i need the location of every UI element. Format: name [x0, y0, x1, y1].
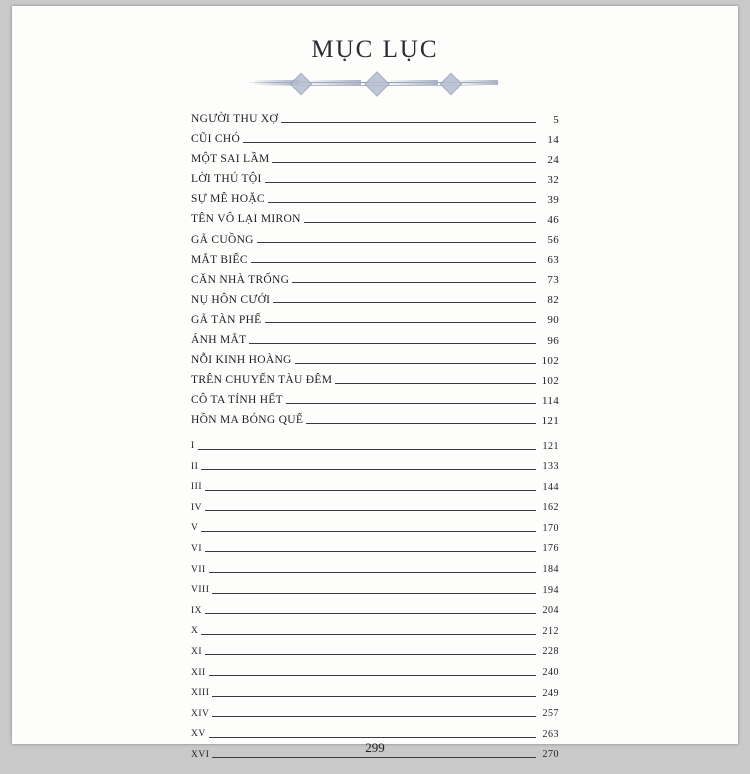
toc-leader-line — [272, 161, 536, 163]
toc-entry-label: SỰ MÊ HOẶC — [191, 193, 265, 206]
toc-entry-page: 270 — [542, 749, 559, 761]
toc-entry-page: 170 — [542, 522, 559, 534]
table-of-contents — [191, 114, 559, 427]
toc-entry-page: 212 — [542, 625, 559, 637]
toc-entry-page: 228 — [542, 646, 559, 658]
toc-entry-page: 39 — [547, 193, 559, 206]
toc-leader-line — [198, 448, 536, 450]
toc-entry[interactable] — [191, 134, 559, 146]
toc-entry-label: MẮT BIẾC — [191, 253, 248, 266]
toc-leader-line — [209, 571, 536, 573]
toc-entry-page: 249 — [542, 687, 559, 699]
toc-leader-line — [212, 695, 536, 697]
toc-entry[interactable] — [191, 689, 559, 699]
toc-leader-line — [335, 382, 536, 384]
toc-entry-label: II — [191, 461, 199, 472]
toc-entry[interactable] — [191, 214, 559, 226]
book-page — [12, 6, 738, 761]
toc-entry[interactable] — [191, 375, 559, 387]
toc-entry-label: VIII — [191, 585, 210, 596]
toc-entry[interactable] — [191, 114, 559, 126]
toc-entry[interactable] — [191, 295, 559, 307]
toc-entry-label: GÃ TÀN PHẾ — [191, 313, 262, 326]
toc-entry-label: CÔ TA TÍNH HẾT — [191, 394, 283, 407]
toc-entry-label: CŨI CHÓ — [191, 133, 241, 146]
toc-entry-page: 82 — [547, 294, 559, 307]
toc-entry[interactable] — [191, 586, 559, 596]
toc-entry-label: GÃ CUỒNG — [191, 233, 254, 246]
toc-leader-line — [265, 321, 536, 323]
toc-entry[interactable] — [191, 235, 559, 247]
toc-leader-line — [249, 342, 536, 344]
toc-entry-page: 14 — [547, 133, 559, 146]
toc-entry-page: 56 — [547, 234, 559, 247]
toc-entry[interactable] — [191, 483, 559, 493]
toc-leader-line — [292, 281, 536, 283]
toc-leader-line — [257, 241, 536, 243]
toc-leader-line — [209, 674, 536, 676]
toc-entry-label: LỜI THÚ TỘI — [191, 173, 262, 186]
toc-entry-page: 257 — [542, 708, 559, 720]
toc-entry-page: 162 — [542, 502, 559, 514]
toc-entry-page: 144 — [542, 481, 559, 493]
toc-entry-label: V — [191, 523, 199, 534]
toc-entry-label: NGƯỜI THU XỢ — [191, 113, 279, 125]
toc-entry[interactable] — [191, 415, 559, 427]
toc-entry[interactable] — [191, 442, 559, 452]
toc-entry[interactable] — [191, 355, 559, 367]
toc-entry-page: 90 — [547, 314, 559, 327]
toc-leader-line — [205, 509, 536, 511]
toc-entry[interactable] — [191, 194, 559, 206]
toc-leader-line — [268, 201, 536, 203]
toc-entry-label: HỒN MA BÓNG QUẾ — [191, 414, 304, 427]
toc-entry-page: 63 — [547, 254, 559, 267]
toc-entry[interactable] — [191, 544, 559, 554]
toc-entry[interactable] — [191, 668, 559, 678]
toc-entry-page: 133 — [542, 461, 559, 473]
toc-entry-page: 114 — [542, 394, 559, 407]
toc-leader-line — [212, 592, 536, 594]
toc-entry-page: 24 — [547, 153, 559, 166]
toc-entry[interactable] — [191, 503, 559, 513]
toc-entry-label: VII — [191, 564, 206, 575]
page-title: MỤC LỤC — [311, 36, 439, 63]
toc-entry[interactable] — [191, 647, 559, 657]
toc-entry-page: 46 — [547, 213, 559, 226]
toc-entry-page: 5 — [553, 113, 559, 126]
toc-leader-line — [205, 489, 536, 491]
toc-entry-page: 184 — [542, 564, 559, 576]
toc-entry-page: 204 — [542, 605, 559, 617]
toc-entry-page: 102 — [541, 374, 559, 387]
toc-entry-label: XIII — [191, 688, 210, 699]
toc-leader-line — [209, 736, 536, 738]
toc-leader-line — [201, 468, 536, 470]
toc-leader-line — [205, 612, 536, 614]
toc-entry-page: 96 — [547, 334, 559, 347]
toc-entry-page: 194 — [542, 584, 559, 596]
toc-entry-label: XI — [191, 646, 203, 657]
toc-entry-label: CĂN NHÀ TRỐNG — [191, 273, 290, 286]
toc-entry-page: 73 — [547, 274, 559, 287]
toc-entry-label: X — [191, 626, 199, 637]
toc-leader-line — [201, 530, 536, 532]
toc-leader-line — [201, 633, 536, 635]
toc-entry[interactable] — [191, 315, 559, 327]
toc-entry-label: NỖI KINH HOÀNG — [191, 354, 292, 367]
toc-entry[interactable] — [191, 524, 559, 534]
toc-entry-label: IV — [191, 502, 203, 513]
toc-entry-label: VI — [191, 543, 203, 554]
toc-entry-page: 176 — [542, 543, 559, 555]
toc-leader-line — [273, 301, 536, 303]
toc-leader-line — [304, 221, 536, 223]
toc-leader-line — [281, 121, 536, 123]
toc-entry-page: 121 — [541, 414, 559, 427]
toc-entry-label: XVI — [191, 749, 210, 760]
toc-entry-label: TRÊN CHUYẾN TÀU ĐÊM — [191, 374, 333, 387]
toc-entry-page: 263 — [542, 728, 559, 740]
toc-entry-label: MỘT SAI LẦM — [191, 153, 270, 166]
toc-leader-line — [295, 362, 536, 364]
toc-leader-line — [205, 653, 536, 655]
toc-entry[interactable] — [191, 462, 559, 472]
toc-entry[interactable] — [191, 606, 559, 616]
toc-leader-line — [243, 141, 536, 143]
toc-entry-label: ÁNH MẮT — [191, 334, 247, 347]
toc-entry[interactable] — [191, 255, 559, 267]
toc-leader-line — [212, 715, 536, 717]
toc-entry-label: XIV — [191, 708, 210, 719]
toc-entry[interactable] — [191, 174, 559, 186]
toc-entry[interactable] — [191, 275, 559, 287]
toc-leader-line — [306, 422, 536, 424]
toc-leader-line — [205, 550, 536, 552]
toc-leader-line — [251, 261, 536, 263]
table-of-contents-chapters — [191, 442, 559, 761]
toc-entry[interactable] — [191, 154, 559, 166]
toc-entry-label: IX — [191, 605, 203, 616]
toc-entry[interactable] — [191, 565, 559, 575]
toc-leader-line — [286, 402, 536, 404]
toc-entry-label: TÊN VÔ LẠI MIRON — [191, 213, 301, 226]
toc-leader-line — [265, 181, 536, 183]
page-number: 299 — [365, 740, 385, 755]
toc-entry-label: III — [191, 482, 202, 493]
toc-entry-page: 102 — [541, 354, 559, 367]
toc-entry[interactable] — [191, 627, 559, 637]
toc-entry[interactable] — [191, 335, 559, 347]
toc-entry[interactable] — [191, 709, 559, 719]
toc-leader-line — [212, 756, 536, 758]
toc-entry[interactable] — [191, 730, 559, 740]
toc-entry-page: 121 — [542, 440, 559, 452]
toc-entry-label: XII — [191, 667, 206, 678]
toc-entry-page: 32 — [547, 173, 559, 186]
decorative-divider-icon — [245, 70, 505, 96]
toc-entry-label: I — [191, 441, 195, 451]
toc-entry-label: NỤ HÔN CƯỚI — [191, 293, 271, 306]
toc-entry-page: 240 — [542, 667, 559, 679]
toc-entry[interactable] — [191, 395, 559, 407]
toc-entry-label: XV — [191, 729, 206, 740]
